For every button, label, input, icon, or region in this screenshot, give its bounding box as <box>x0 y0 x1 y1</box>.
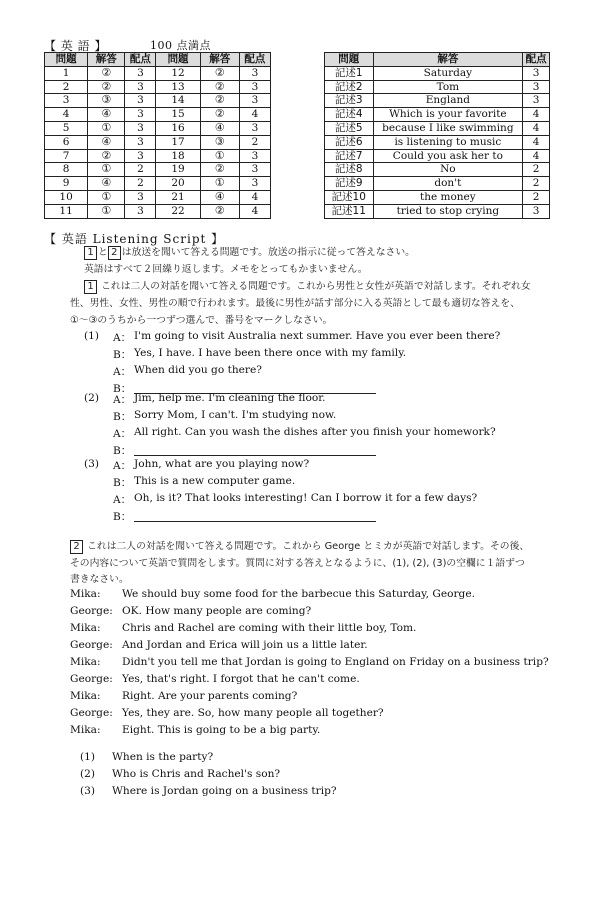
table-row <box>45 204 271 218</box>
answer-cell: ① <box>200 149 239 163</box>
column-header: 問題 <box>156 53 200 67</box>
points-cell: 3 <box>239 80 270 94</box>
script-title: 【 英語 Listening Script 】 <box>44 232 225 246</box>
answer-key-title: 【 英 語 】 <box>44 39 107 53</box>
question-number-cell: 記述9 <box>325 177 374 191</box>
question-number-cell: 4 <box>45 108 88 122</box>
answer-cell: Saturday <box>373 66 523 80</box>
points-cell: 3 <box>125 80 156 94</box>
table-row <box>45 80 271 94</box>
box-number: 1 <box>84 280 97 294</box>
column-header: 問題 <box>325 53 374 67</box>
speaker-label: B： <box>113 349 132 361</box>
points-cell: 3 <box>523 80 550 94</box>
part1-instruction-line-2: 性、男性、女性、男性の順で行われます。最後に男性が話す部分に入る英語として最も適切な答えを、 <box>70 298 520 309</box>
speaker-label: A： <box>113 460 132 472</box>
answer-cell: ① <box>88 204 125 218</box>
question-number-cell: 12 <box>156 66 200 80</box>
utterance: I'm going to visit Australia next summer. Have you ever been there? <box>134 330 501 342</box>
utterance: Chris and Rachel are coming with their little boy, Tom. <box>122 622 417 634</box>
table-row <box>45 94 271 108</box>
points-cell: 3 <box>125 149 156 163</box>
question-number-cell: 8 <box>45 163 88 177</box>
answer-cell: ② <box>200 163 239 177</box>
table-row <box>45 149 271 163</box>
table-row <box>325 94 550 108</box>
table-row <box>325 80 550 94</box>
question-number-cell: 22 <box>156 204 200 218</box>
points-cell: 3 <box>239 149 270 163</box>
question-number-cell: 19 <box>156 163 200 177</box>
intro-connector: と <box>98 247 108 258</box>
box-number: 2 <box>108 246 121 260</box>
part2-instruction-line-1 <box>70 539 529 555</box>
answer-cell: ④ <box>88 135 125 149</box>
table-row <box>325 66 550 80</box>
speaker-label: Mika: <box>70 588 101 600</box>
question-number-cell: 5 <box>45 121 88 135</box>
speaker-label: A： <box>113 428 132 440</box>
points-cell: 3 <box>125 108 156 122</box>
answer-cell: ② <box>200 108 239 122</box>
table-row <box>325 204 550 218</box>
part2-text: これは二人の対話を聞いて答える問題です。これから George とミカが英語で対話します。その後、 <box>87 541 530 552</box>
points-cell: 3 <box>125 135 156 149</box>
question-number-cell: 17 <box>156 135 200 149</box>
column-header: 解答 <box>373 53 523 67</box>
question-number-cell: 記述8 <box>325 163 374 177</box>
question-text: Where is Jordan going on a business trip? <box>112 785 337 797</box>
answer-cell: is listening to music <box>373 135 523 149</box>
question-number: (2) <box>80 768 96 780</box>
answer-cell: ③ <box>88 94 125 108</box>
table-row <box>45 190 271 204</box>
answer-cell: ④ <box>88 177 125 191</box>
intro-line-2: 英語はすべて２回繰り返します。メモをとってもかまいません。 <box>84 264 368 275</box>
speaker-label: George: <box>70 639 113 651</box>
answer-cell: ② <box>88 149 125 163</box>
speaker-label: George: <box>70 707 113 719</box>
part2-instruction-line-2: その内容について英語で質問をします。質問に対する答えとなるように、(1), (2), (3)の空欄に１語ずつ <box>70 558 525 569</box>
speaker-label: B： <box>113 411 132 423</box>
speaker-label: Mika: <box>70 690 101 702</box>
column-header: 解答 <box>88 53 125 67</box>
speaker-label: Mika: <box>70 724 101 736</box>
points-cell: 3 <box>239 177 270 191</box>
question-number-cell: 記述5 <box>325 121 374 135</box>
utterance: Didn't you tell me that Jordan is going to England on Friday on a business trip? <box>122 656 549 668</box>
answer-cell: ① <box>88 121 125 135</box>
speaker-label: B： <box>113 511 132 523</box>
table-header-row <box>45 53 271 67</box>
table-row <box>325 163 550 177</box>
table-row <box>45 108 271 122</box>
utterance: Yes, they are. So, how many people all together? <box>122 707 384 719</box>
question-number-cell: 3 <box>45 94 88 108</box>
speaker-label: B： <box>113 477 132 489</box>
table-row <box>325 177 550 191</box>
question-text: Who is Chris and Rachel's son? <box>112 768 281 780</box>
answer-cell: ① <box>88 190 125 204</box>
answer-cell: ④ <box>200 121 239 135</box>
utterance: All right. Can you wash the dishes after you finish your homework? <box>134 426 496 438</box>
speaker-label: George: <box>70 673 113 685</box>
answer-blank <box>134 521 376 522</box>
column-header: 配点 <box>239 53 270 67</box>
points-cell: 3 <box>239 163 270 177</box>
speaker-label: George: <box>70 605 113 617</box>
utterance: Yes, I have. I have been there once with my family. <box>134 347 407 359</box>
points-cell: 3 <box>125 94 156 108</box>
intro-text: は放送を聞いて答える問題です。放送の指示に従って答えなさい。 <box>121 247 415 258</box>
question-number-cell: 1 <box>45 66 88 80</box>
question-number-cell: 7 <box>45 149 88 163</box>
column-header: 問題 <box>45 53 88 67</box>
question-number-cell: 記述6 <box>325 135 374 149</box>
speaker-label: B： <box>113 383 132 395</box>
question-number-cell: 記述7 <box>325 149 374 163</box>
points-cell: 2 <box>523 177 550 191</box>
answer-blank <box>134 455 376 456</box>
utterance: Oh, is it? That looks interesting! Can I borrow it for a few days? <box>134 492 478 504</box>
part1-text: これは二人の対話を聞いて答える問題です。これから男性と女性が英語で対話します。それぞれ女 <box>101 281 531 292</box>
answer-cell: ② <box>200 94 239 108</box>
table-row <box>45 121 271 135</box>
table-row <box>45 135 271 149</box>
box-number: 1 <box>84 246 97 260</box>
question-number-cell: 16 <box>156 121 200 135</box>
answer-cell: ④ <box>200 190 239 204</box>
table-row <box>325 149 550 163</box>
column-header: 配点 <box>125 53 156 67</box>
answer-cell: ③ <box>200 135 239 149</box>
answer-table-left <box>44 52 271 219</box>
question-number: (3) <box>80 785 96 797</box>
question-number-cell: 10 <box>45 190 88 204</box>
speaker-label: B： <box>113 445 132 457</box>
utterance: Sorry Mom, I can't. I'm studying now. <box>134 409 337 421</box>
points-cell: 3 <box>239 94 270 108</box>
question-number-cell: 14 <box>156 94 200 108</box>
answer-cell: Could you ask her to <box>373 149 523 163</box>
utterance: John, what are you playing now? <box>134 458 310 470</box>
points-cell: 3 <box>523 66 550 80</box>
answer-cell: ② <box>88 80 125 94</box>
question-number-cell: 11 <box>45 204 88 218</box>
speaker-label: Mika: <box>70 622 101 634</box>
speaker-label: A： <box>113 332 132 344</box>
answer-cell: ② <box>88 66 125 80</box>
points-cell: 3 <box>239 121 270 135</box>
points-cell: 3 <box>523 94 550 108</box>
points-cell: 3 <box>125 190 156 204</box>
speaker-label: A： <box>113 366 132 378</box>
part1-instruction-line-3: ①～③のうちから一つずつ選んで、番号をマークしなさい。 <box>70 315 333 326</box>
answer-cell: Which is your favorite <box>373 108 523 122</box>
question-number-cell: 13 <box>156 80 200 94</box>
utterance: Jim, help me. I'm cleaning the floor. <box>134 392 326 404</box>
answer-cell: ② <box>200 80 239 94</box>
question-number-cell: 18 <box>156 149 200 163</box>
question-number-cell: 記述4 <box>325 108 374 122</box>
answer-cell: because I like swimming <box>373 121 523 135</box>
points-cell: 4 <box>523 149 550 163</box>
speaker-label: Mika: <box>70 656 101 668</box>
intro-line-1 <box>84 245 415 261</box>
points-cell: 4 <box>523 135 550 149</box>
points-cell: 2 <box>125 163 156 177</box>
points-cell: 4 <box>523 108 550 122</box>
question-text: When is the party? <box>112 751 214 763</box>
table-row <box>45 66 271 80</box>
table-row <box>325 135 550 149</box>
utterance: Eight. This is going to be a big party. <box>122 724 321 736</box>
utterance: We should buy some food for the barbecue this Saturday, George. <box>122 588 475 600</box>
question-number-cell: 15 <box>156 108 200 122</box>
box-number: 2 <box>70 540 83 554</box>
answer-cell: ① <box>88 163 125 177</box>
points-cell: 2 <box>239 135 270 149</box>
question-number-cell: 6 <box>45 135 88 149</box>
answer-cell: don't <box>373 177 523 191</box>
answer-cell: Tom <box>373 80 523 94</box>
speaker-label: A： <box>113 394 132 406</box>
utterance: Yes, that's right. I forgot that he can't come. <box>122 673 360 685</box>
question-number-cell: 記述2 <box>325 80 374 94</box>
points-cell: 3 <box>523 204 550 218</box>
part2-instruction-line-3: 書きなさい。 <box>70 574 129 585</box>
utterance: OK. How many people are coming? <box>122 605 312 617</box>
question-number-cell: 2 <box>45 80 88 94</box>
table-row <box>45 163 271 177</box>
answer-cell: ② <box>200 204 239 218</box>
question-number-cell: 20 <box>156 177 200 191</box>
score-note: 100 点満点 <box>150 39 211 52</box>
table-header-row <box>325 53 550 67</box>
points-cell: 3 <box>125 66 156 80</box>
points-cell: 4 <box>239 190 270 204</box>
question-number-cell: 記述11 <box>325 204 374 218</box>
column-header: 解答 <box>200 53 239 67</box>
question-number-cell: 21 <box>156 190 200 204</box>
points-cell: 4 <box>523 121 550 135</box>
points-cell: 4 <box>239 204 270 218</box>
table-row <box>45 177 271 191</box>
answer-cell: ④ <box>88 108 125 122</box>
question-number: (2) <box>84 392 100 404</box>
question-number-cell: 記述1 <box>325 66 374 80</box>
points-cell: 3 <box>125 121 156 135</box>
question-number-cell: 記述3 <box>325 94 374 108</box>
points-cell: 4 <box>239 108 270 122</box>
table-row <box>325 121 550 135</box>
utterance: Right. Are your parents coming? <box>122 690 298 702</box>
points-cell: 2 <box>523 190 550 204</box>
question-number-cell: 9 <box>45 177 88 191</box>
question-number: (1) <box>80 751 96 763</box>
table-row <box>325 190 550 204</box>
question-number: (3) <box>84 458 100 470</box>
speaker-label: A： <box>113 494 132 506</box>
answer-cell: tried to stop crying <box>373 204 523 218</box>
column-header: 配点 <box>523 53 550 67</box>
answer-cell: the money <box>373 190 523 204</box>
points-cell: 2 <box>125 177 156 191</box>
answer-cell: No <box>373 163 523 177</box>
points-cell: 3 <box>125 204 156 218</box>
answer-table-right <box>324 52 550 219</box>
utterance: When did you go there? <box>134 364 262 376</box>
answer-cell: ① <box>200 177 239 191</box>
part1-instruction-line-1 <box>84 279 531 295</box>
answer-cell: England <box>373 94 523 108</box>
points-cell: 3 <box>239 66 270 80</box>
table-row <box>325 108 550 122</box>
answer-cell: ② <box>200 66 239 80</box>
utterance: And Jordan and Erica will join us a little later. <box>122 639 368 651</box>
question-number-cell: 記述10 <box>325 190 374 204</box>
utterance: This is a new computer game. <box>134 475 296 487</box>
question-number: (1) <box>84 330 100 342</box>
points-cell: 2 <box>523 163 550 177</box>
